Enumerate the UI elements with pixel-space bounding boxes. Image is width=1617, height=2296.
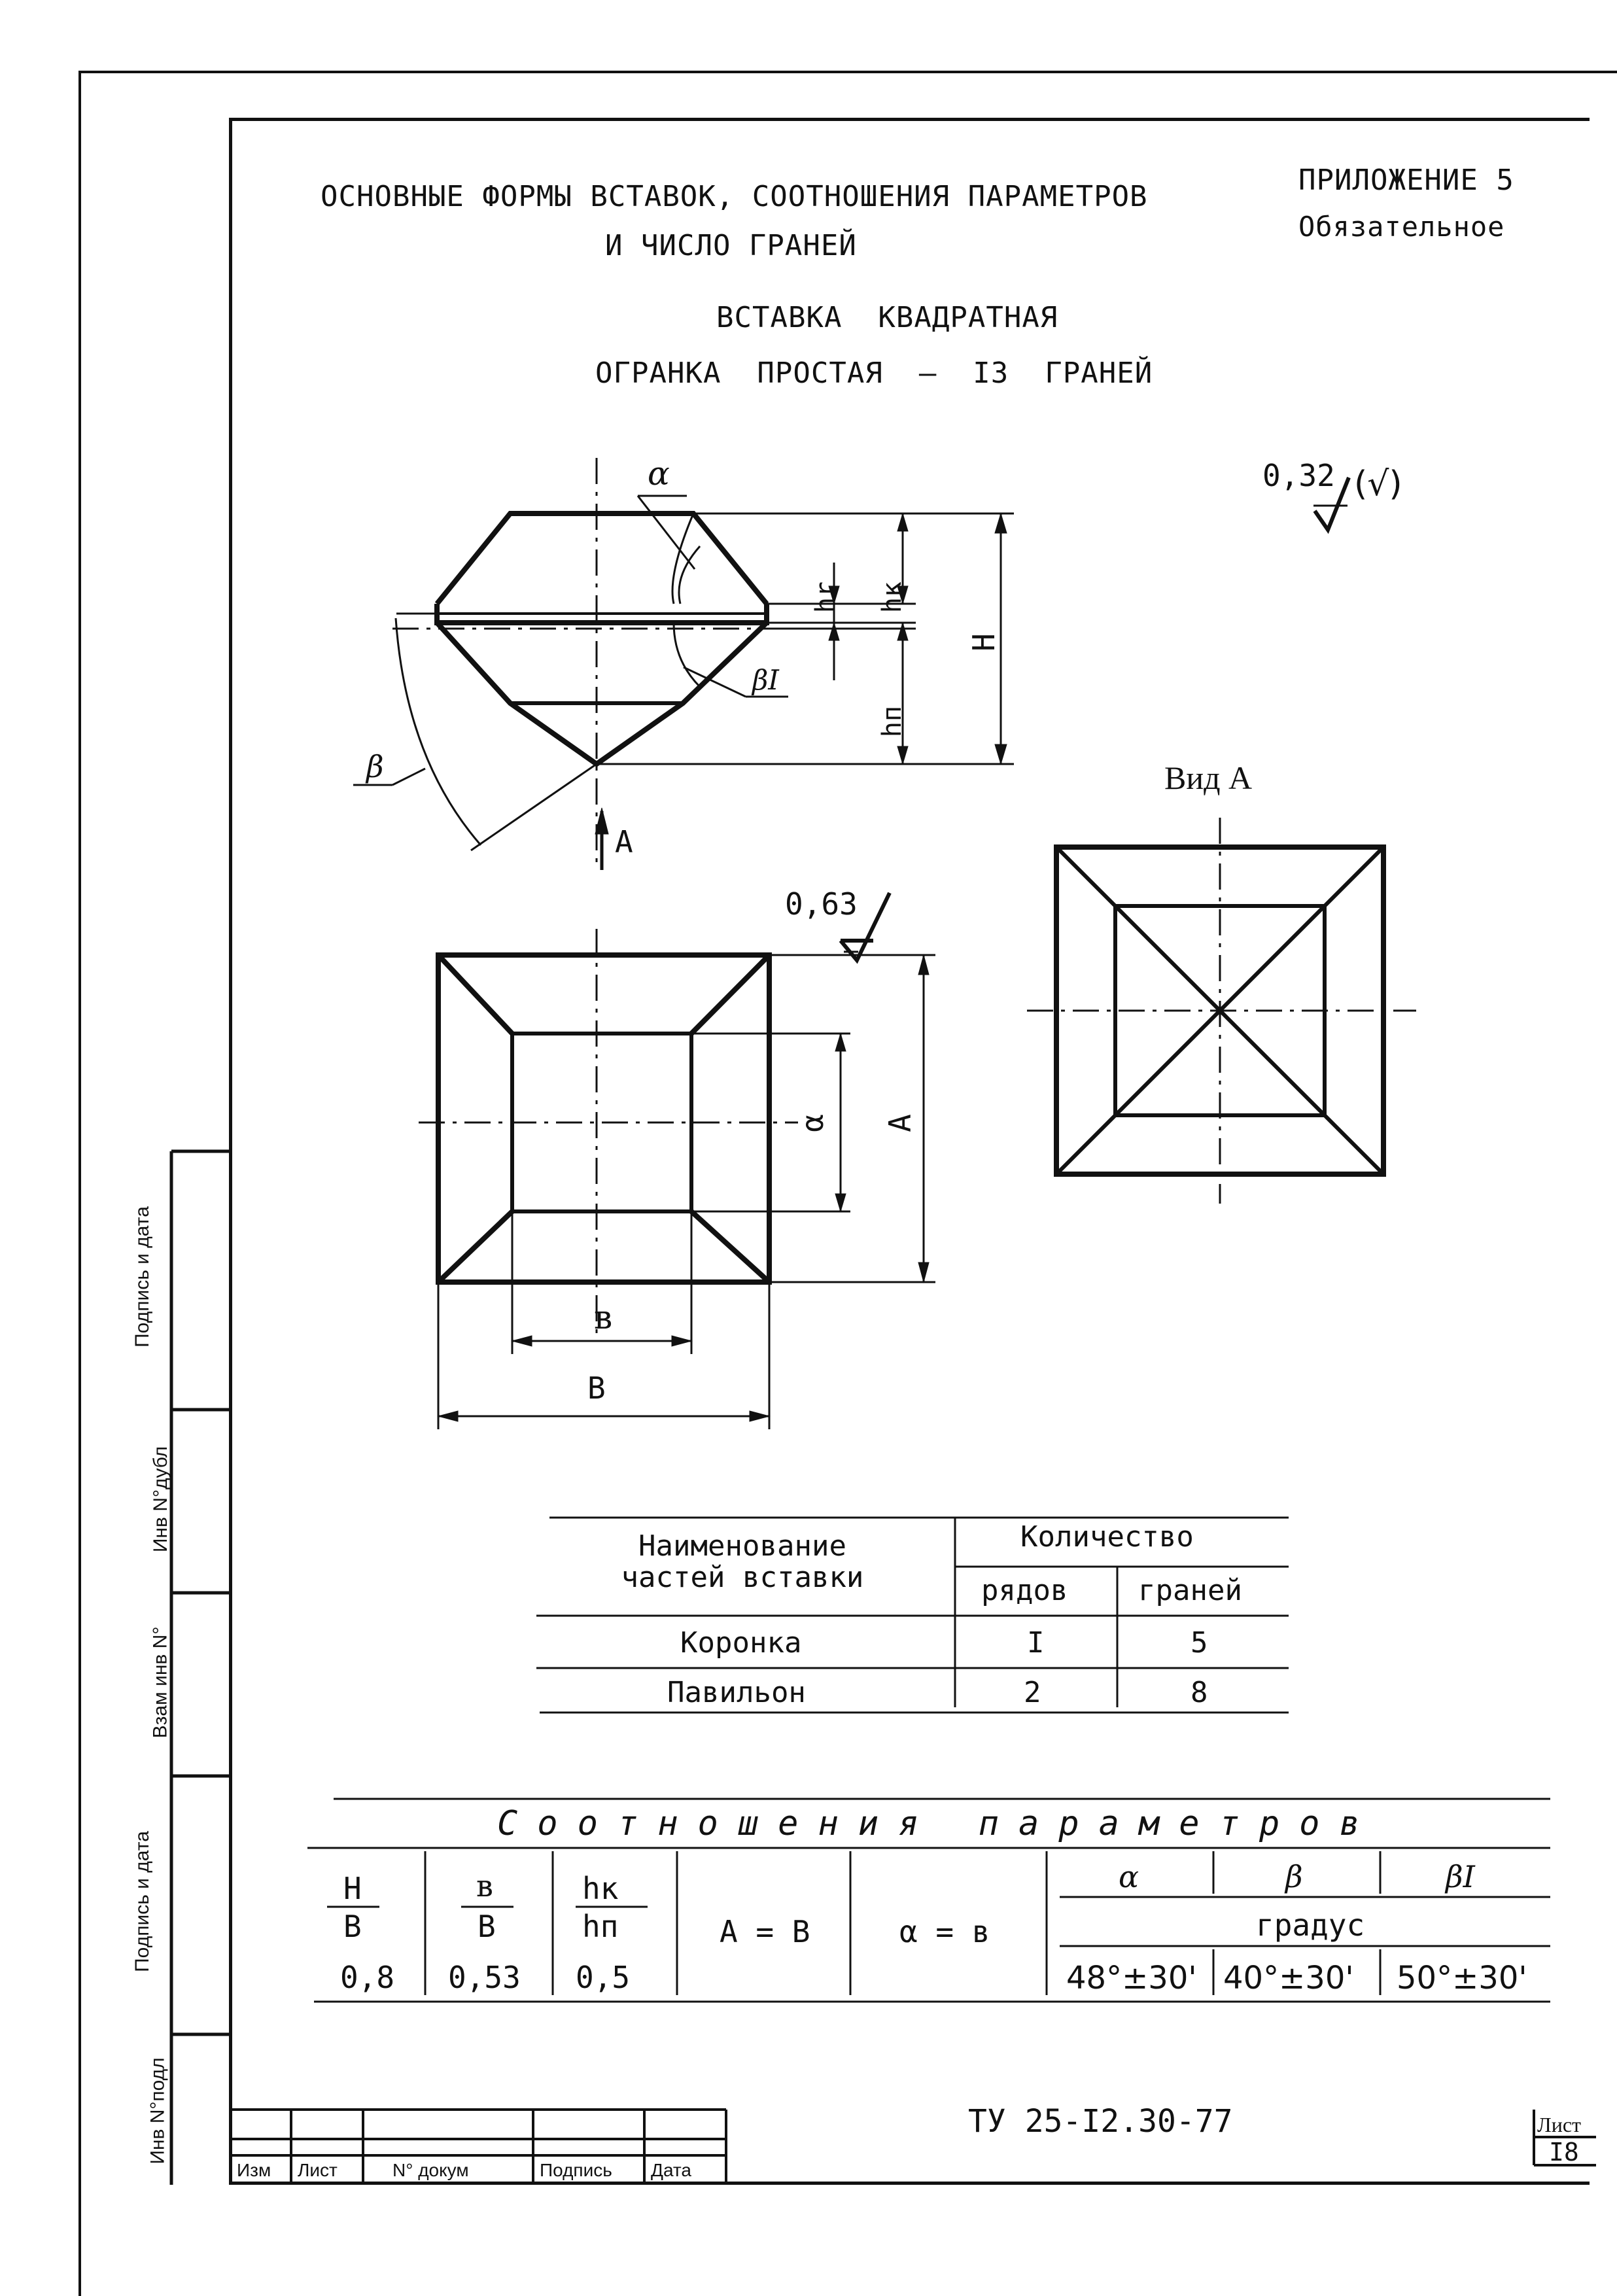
ratio-den: hп — [582, 1909, 619, 1944]
angle-header: β — [1285, 1859, 1303, 1894]
ratio-value: 0,5 — [576, 1960, 631, 1995]
label-alpha: α — [648, 455, 670, 493]
ratio-num: H — [343, 1871, 362, 1906]
title-block-col: N° докум — [392, 2160, 469, 2180]
parts-row-faces: 8 — [1191, 1676, 1208, 1709]
cut-type-heading: ОГРАНКА ПРОСТАЯ – I3 ГРАНЕЙ — [595, 357, 1153, 390]
label-B: B — [587, 1370, 606, 1406]
label-hk: hк — [877, 581, 908, 614]
angle-value: 50°±30' — [1397, 1960, 1527, 1996]
parts-header-name: Наименование частей вставки — [621, 1529, 864, 1594]
roughness-top-suffix: (√) — [1354, 464, 1402, 504]
appendix-status: Обязательное — [1298, 211, 1505, 243]
angle-value: 40°±30' — [1223, 1960, 1354, 1996]
ratio-value: 0,53 — [448, 1960, 521, 1995]
label-hp: hп — [877, 705, 908, 738]
roughness-top-value: 0,32 — [1262, 458, 1335, 493]
label-A: A — [882, 1114, 918, 1132]
equality-a-b: α = в — [899, 1914, 990, 1949]
parts-row-rows: I — [1027, 1626, 1045, 1660]
label-beta1: βI — [752, 664, 779, 696]
ratio-den: B — [343, 1909, 362, 1944]
parts-header-faces: граней — [1138, 1574, 1242, 1607]
ratio-value: 0,8 — [340, 1960, 395, 1995]
document-title-line2: И ЧИСЛО ГРАНЕЙ — [605, 229, 857, 262]
label-hr: hr — [810, 581, 841, 614]
document-code: ТУ 25-I2.30-77 — [968, 2103, 1233, 2140]
stamp-signature-date: Подпись и дата — [131, 1206, 153, 1348]
label-beta: β — [366, 749, 384, 784]
title-block-col: Лист — [298, 2160, 338, 2180]
ratio-num: hк — [582, 1871, 619, 1906]
parts-row-name: Павильон — [667, 1676, 806, 1709]
ratio-table-title: Соотношения параметров — [497, 1804, 1380, 1843]
angle-unit: градус — [1256, 1907, 1365, 1943]
stamp-signature-date: Подпись и дата — [131, 1831, 153, 1972]
stamp-replaced-inv: Взам инв N° — [149, 1626, 171, 1739]
label-view-arrow: A — [615, 824, 633, 860]
ratio-den: B — [478, 1909, 496, 1944]
parts-row-rows: 2 — [1024, 1676, 1041, 1709]
appendix-number: ПРИЛОЖЕНИЕ 5 — [1298, 164, 1514, 197]
insert-type-heading: ВСТАВКА КВАДРАТНАЯ — [716, 301, 1058, 334]
equality-A-B: A = B — [720, 1914, 810, 1949]
parts-row-name: Коронка — [680, 1626, 802, 1660]
parts-header-quantity: Количество — [1020, 1520, 1194, 1554]
title-block-col: Изм — [237, 2160, 271, 2180]
title-block-col: Дата — [651, 2160, 692, 2180]
angle-value: 48°±30' — [1066, 1960, 1197, 1996]
sheet-label: Лист — [1537, 2113, 1582, 2136]
stamp-original-inv: Инв N°подл — [147, 2057, 169, 2165]
sheet-number: I8 — [1549, 2138, 1579, 2166]
roughness-plan-value: 0,63 — [785, 886, 858, 922]
document-title-line1: ОСНОВНЫЕ ФОРМЫ ВСТАВОК, СООТНОШЕНИЯ ПАРАМЕТРОВ — [321, 180, 1148, 213]
parts-row-faces: 5 — [1191, 1626, 1208, 1660]
ratio-num: в — [476, 1868, 493, 1904]
label-b: в — [594, 1298, 613, 1336]
view-A-label: Вид A — [1164, 759, 1253, 796]
title-block-col: Подпись — [540, 2160, 612, 2180]
angle-header: βI — [1446, 1859, 1475, 1894]
label-a: α — [794, 1114, 830, 1132]
angle-header: α — [1119, 1859, 1139, 1894]
stamp-duplicate-inv: Инв N°дубл — [150, 1446, 172, 1553]
label-H: H — [965, 633, 1001, 652]
parts-header-rows: рядов — [981, 1574, 1068, 1607]
